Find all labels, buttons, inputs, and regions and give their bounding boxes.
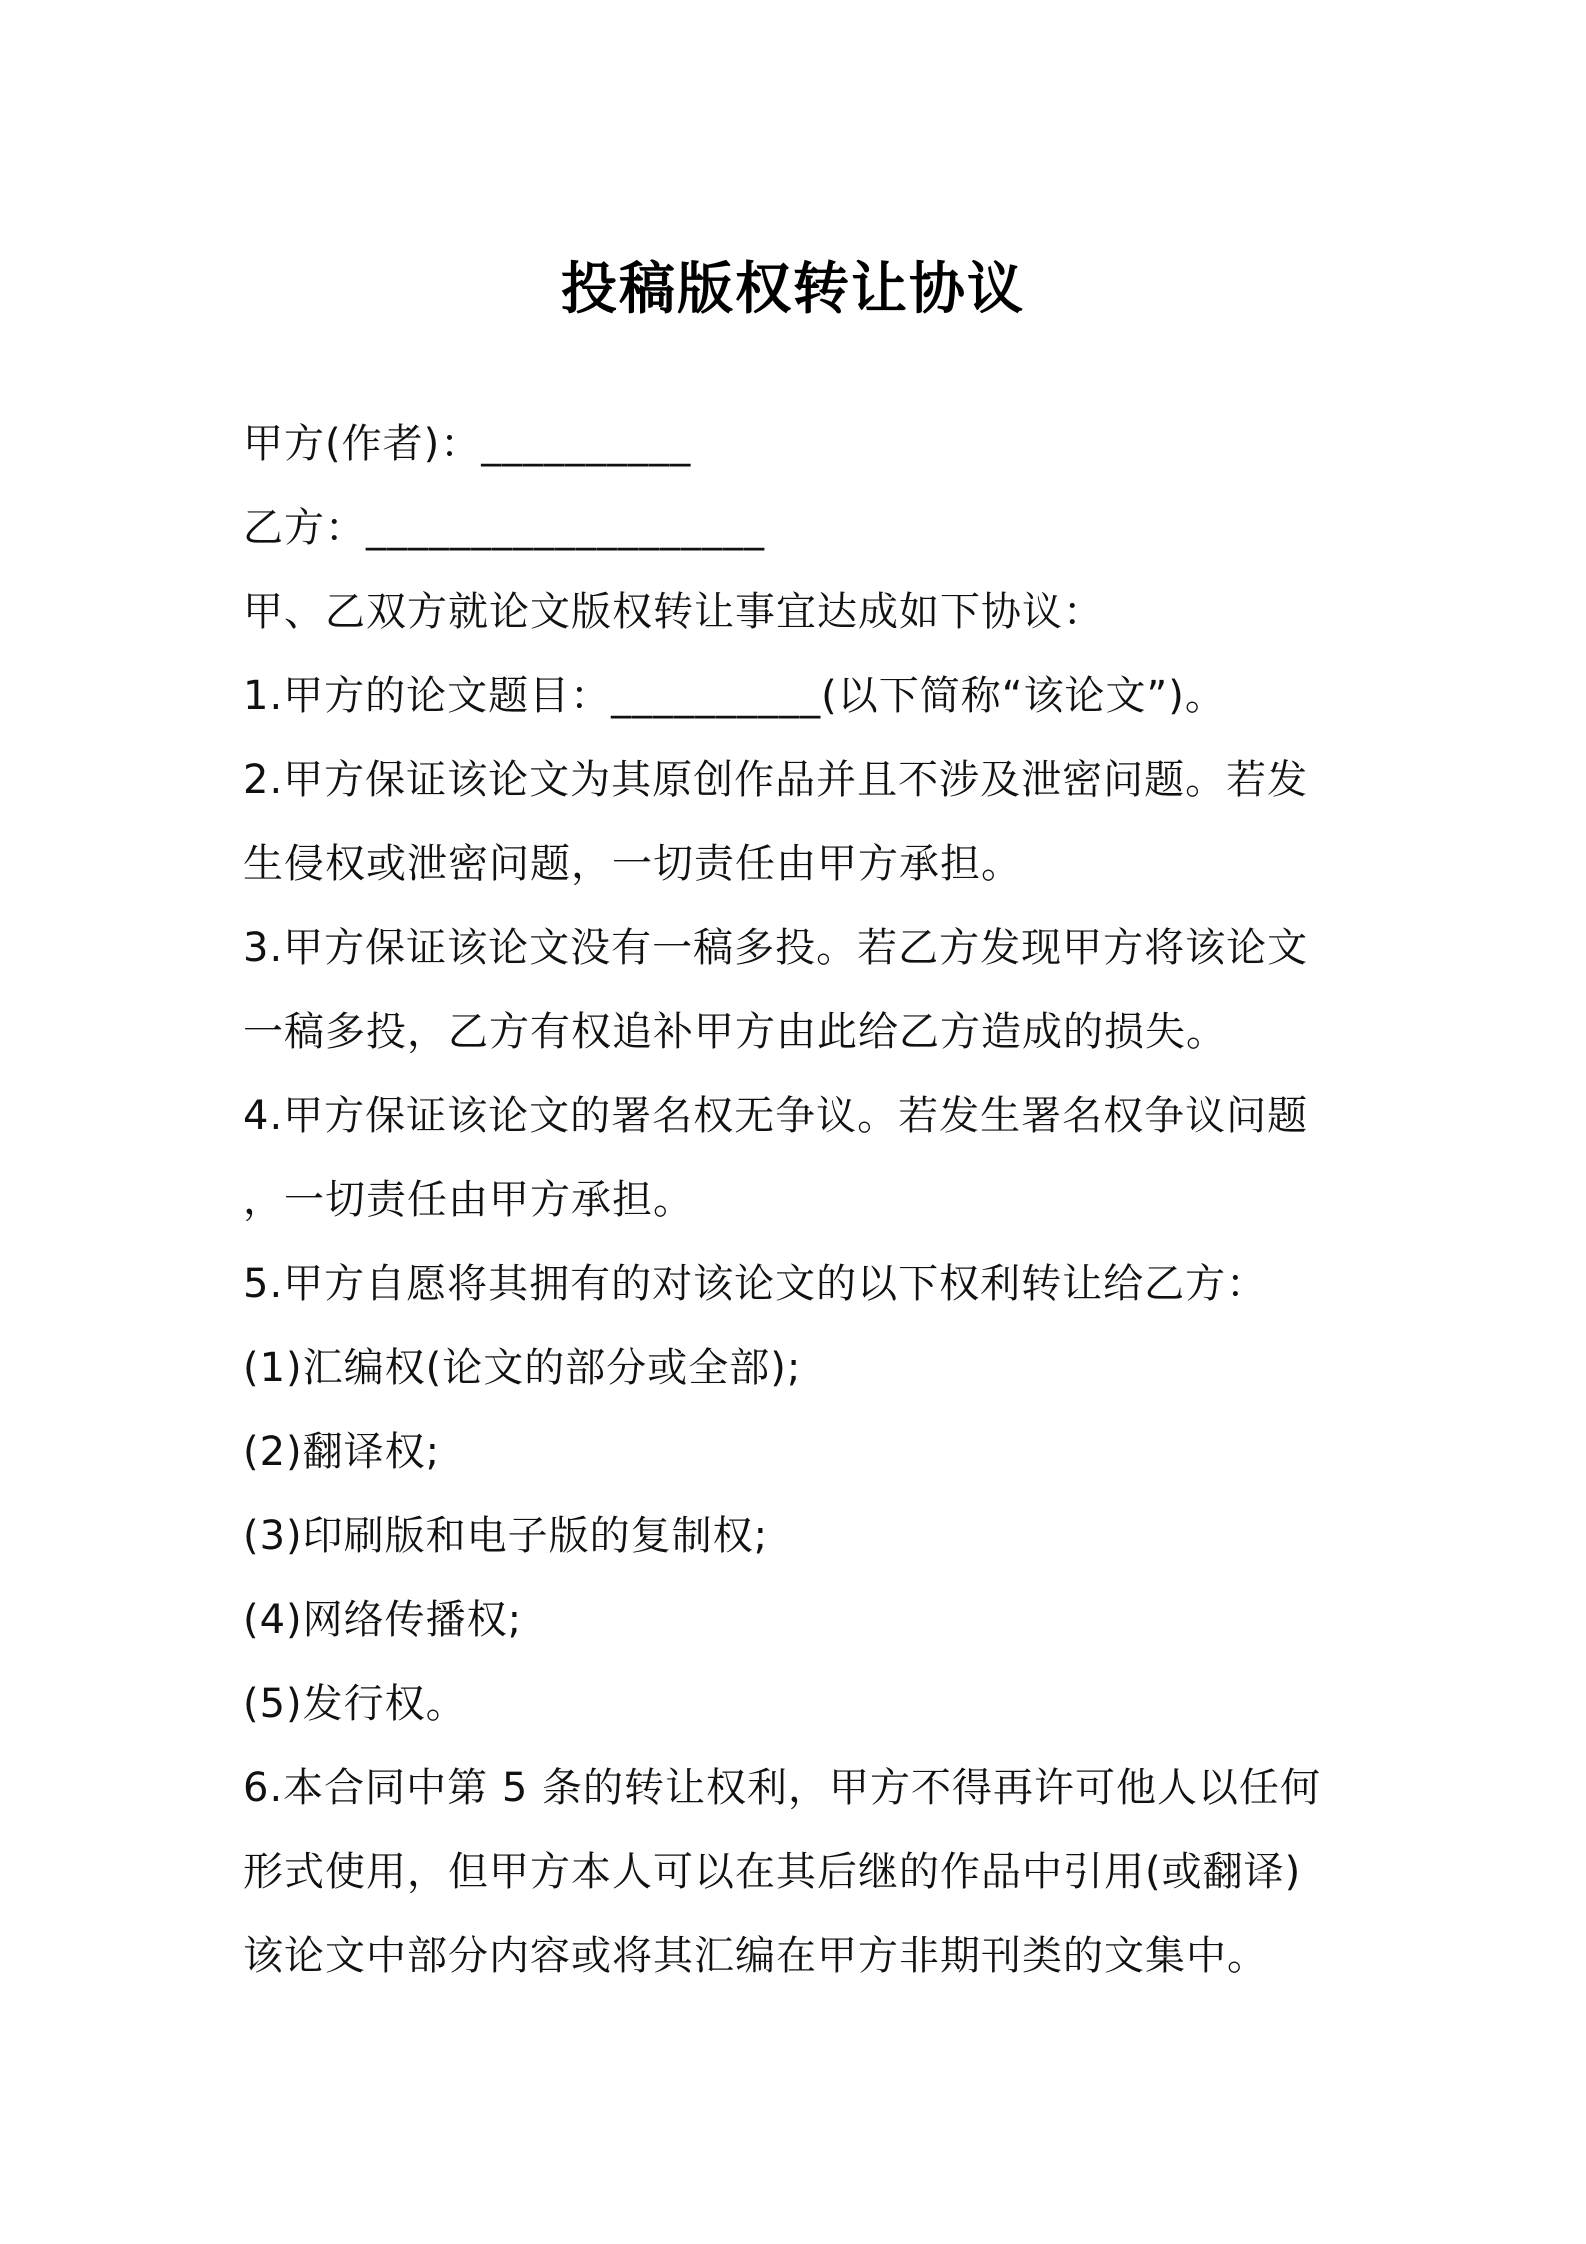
clause-3-line-1: 3.甲方保证该论文没有一稿多投。若乙方发现甲方将该论文 [243, 925, 1309, 971]
clause-5-item-4: (4)网络传播权; [243, 1597, 523, 1643]
clause-6-line-2: 形式使用，但甲方本人可以在其后继的作品中引用(或翻译) [243, 1849, 1302, 1895]
party-a-line: 甲方(作者)：__________ [243, 421, 692, 467]
clause-5-item-2: (2)翻译权; [243, 1429, 441, 1475]
clause-5-intro: 5.甲方自愿将其拥有的对该论文的以下权利转让给乙方： [243, 1261, 1268, 1307]
clause-6-line-1: 6.本合同中第 5 条的转让权利，甲方不得再许可他人以任何 [243, 1765, 1322, 1811]
clause-2-line-1: 2.甲方保证该论文为其原创作品并且不涉及泄密问题。若发 [243, 757, 1309, 803]
clause-6-line-3: 该论文中部分内容或将其汇编在甲方非期刊类的文集中。 [243, 1933, 1268, 1979]
clause-4-line-2: ，一切责任由甲方承担。 [243, 1177, 694, 1223]
document-body [243, 402, 1363, 1998]
clause-5-item-5: (5)发行权。 [243, 1681, 467, 1727]
clause-5-item-1: (1)汇编权(论文的部分或全部); [243, 1345, 802, 1391]
clause-5-item-3: (3)印刷版和电子版的复制权; [243, 1513, 769, 1559]
document-title: 投稿版权转让协议 [561, 257, 1025, 322]
clause-4-line-1: 4.甲方保证该论文的署名权无争议。若发生署名权争议问题 [243, 1093, 1309, 1139]
agreement-intro: 甲、乙双方就论文版权转让事宜达成如下协议： [243, 589, 1104, 635]
clause-2-line-2: 生侵权或泄密问题，一切责任由甲方承担。 [243, 841, 1022, 887]
party-b-line: 乙方：___________________ [243, 505, 765, 551]
clause-1: 1.甲方的论文题目：__________(以下简称“该论文”)。 [243, 673, 1226, 719]
clause-3-line-2: 一稿多投，乙方有权追补甲方由此给乙方造成的损失。 [243, 1009, 1227, 1055]
